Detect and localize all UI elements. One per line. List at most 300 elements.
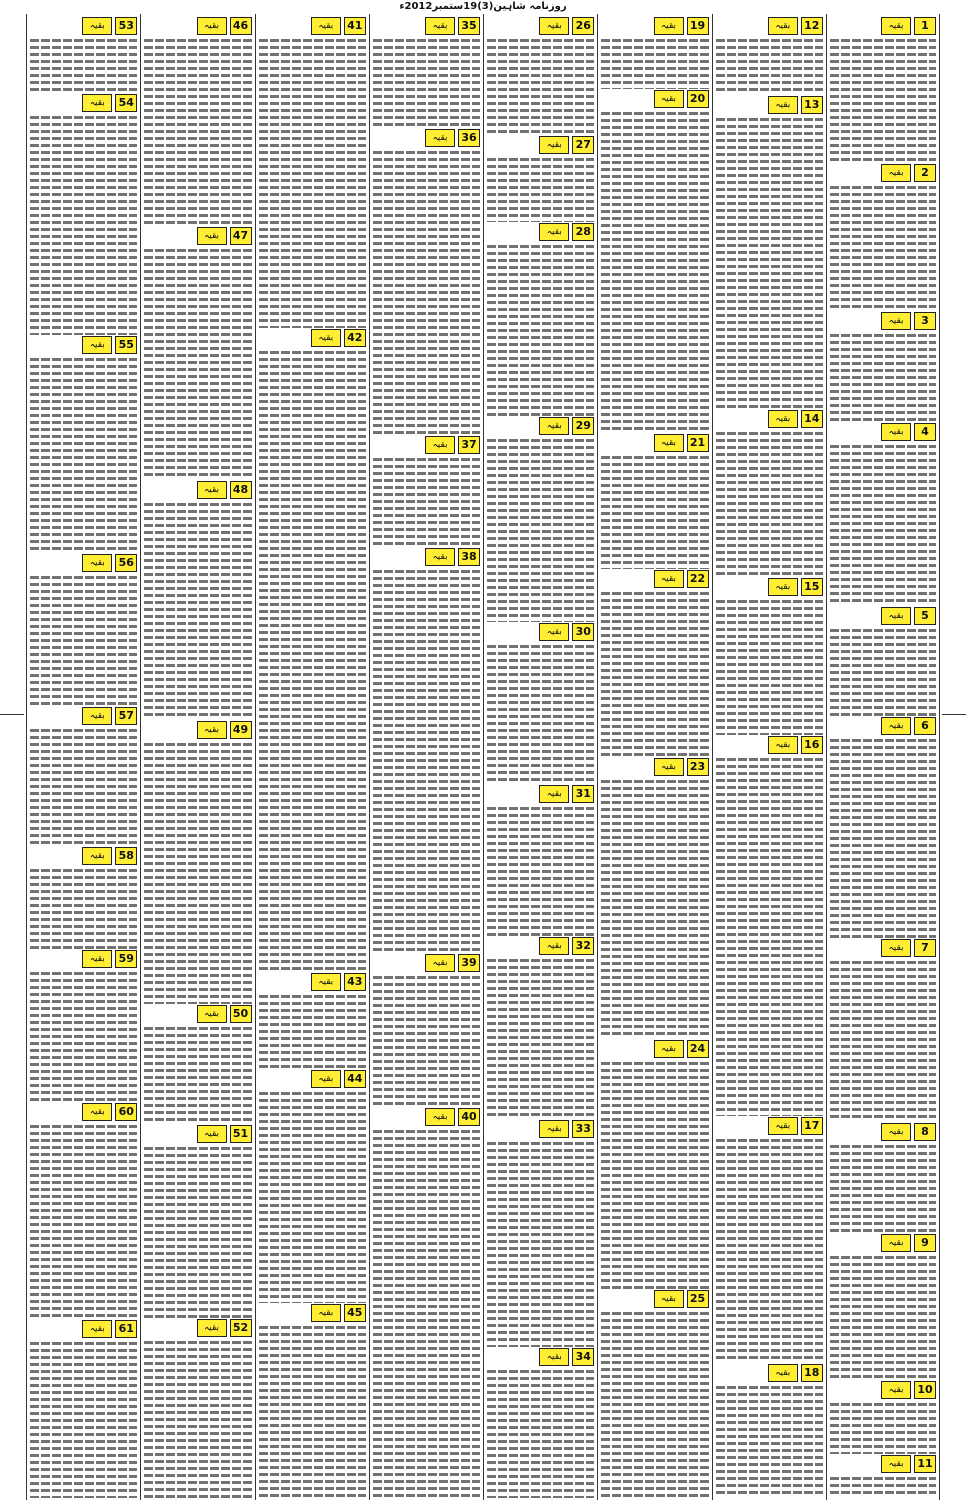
- entry-header: [601, 434, 708, 452]
- entry-header: [487, 136, 594, 154]
- entry-text-block: [144, 501, 251, 720]
- continuation-label: بقیہ: [881, 717, 911, 735]
- continuation-entry: [830, 16, 936, 163]
- continuation-label: بقیہ: [539, 623, 569, 641]
- entry-text-block: [830, 1401, 936, 1454]
- continuation-label: بقیہ: [654, 434, 684, 452]
- continuation-label: بقیہ: [197, 227, 227, 245]
- entry-number-badge: 7: [914, 939, 936, 957]
- entry-header: [716, 410, 823, 428]
- continuation-entry: [144, 1124, 251, 1319]
- entry-header: [259, 973, 366, 991]
- continuation-label: بقیہ: [311, 17, 341, 35]
- continuation-label: بقیہ: [311, 329, 341, 347]
- entry-header: [601, 17, 708, 35]
- entry-number-badge: 1: [914, 17, 936, 35]
- continuation-label: بقیہ: [539, 785, 569, 803]
- continuation-label: بقیہ: [82, 707, 112, 725]
- column-5: [369, 14, 483, 1500]
- entry-header: [373, 129, 480, 147]
- entry-text-block: [144, 1145, 251, 1319]
- entry-header: [30, 1103, 137, 1121]
- entry-header: [487, 785, 594, 803]
- entry-number-badge: 10: [914, 1381, 936, 1399]
- continuation-label: بقیہ: [539, 1120, 569, 1138]
- entry-text-block: [716, 116, 823, 409]
- continuation-label: بقیہ: [197, 1319, 227, 1337]
- entry-text-block: [601, 37, 708, 89]
- entry-number-badge: 25: [687, 1290, 709, 1308]
- entry-number-badge: 26: [572, 17, 594, 35]
- continuation-entry: [830, 422, 936, 606]
- entry-text-block: [30, 574, 137, 706]
- continuation-label: بقیہ: [539, 17, 569, 35]
- entry-text-block: [144, 1025, 251, 1124]
- continuation-entry: [601, 569, 708, 757]
- entry-header: [601, 90, 708, 108]
- entry-header: [601, 1040, 708, 1058]
- continuation-entry: [487, 222, 594, 417]
- entry-number-badge: 18: [801, 1364, 823, 1382]
- entry-header: [144, 721, 251, 739]
- entry-header: [259, 1070, 366, 1088]
- entry-header: [30, 1320, 137, 1338]
- entry-text-block: [830, 332, 936, 422]
- continuation-label: بقیہ: [197, 481, 227, 499]
- entry-text-block: [716, 1137, 823, 1363]
- entry-number-badge: 56: [115, 554, 137, 572]
- continuation-entry: [716, 577, 823, 734]
- continuation-entry: [716, 409, 823, 577]
- entry-header: [487, 1348, 594, 1366]
- entry-number-badge: 4: [914, 423, 936, 441]
- entry-text-block: [487, 156, 594, 222]
- entry-header: [144, 17, 251, 35]
- entry-text-block: [487, 437, 594, 622]
- entry-number-badge: 41: [344, 17, 366, 35]
- column-2: [712, 14, 826, 1500]
- entry-text-block: [144, 37, 251, 226]
- entry-number-badge: 59: [115, 950, 137, 968]
- continuation-entry: [487, 135, 594, 222]
- column-6: [255, 14, 369, 1500]
- entry-text-block: [601, 1310, 708, 1498]
- entry-header: [144, 481, 251, 499]
- entry-header: [716, 1364, 823, 1382]
- entry-header: [144, 227, 251, 245]
- entry-number-badge: 36: [458, 129, 480, 147]
- continuation-label: بقیہ: [539, 1348, 569, 1366]
- continuation-entry: [259, 16, 366, 328]
- entry-number-badge: 16: [801, 736, 823, 754]
- entry-header: [30, 707, 137, 725]
- continuation-entry: [716, 16, 823, 95]
- continuation-label: بقیہ: [539, 136, 569, 154]
- continuation-entry: [601, 16, 708, 89]
- entry-text-block: [830, 184, 936, 310]
- entry-number-badge: 30: [572, 623, 594, 641]
- continuation-label: بقیہ: [654, 758, 684, 776]
- entry-number-badge: 2: [914, 164, 936, 182]
- left-margin-rule: [0, 714, 24, 715]
- entry-text-block: [373, 149, 480, 436]
- continuation-label: بقیہ: [881, 1381, 911, 1399]
- entry-header: [144, 1319, 251, 1337]
- entry-text-block: [373, 456, 480, 547]
- entry-number-badge: 31: [572, 785, 594, 803]
- entry-header: [30, 847, 137, 865]
- entry-header: [830, 1455, 936, 1473]
- continuation-entry: [716, 1363, 823, 1498]
- continuation-entry: [830, 1233, 936, 1380]
- continuation-entry: [601, 433, 708, 569]
- continuation-entry: [30, 16, 137, 93]
- continuation-label: بقیہ: [425, 954, 455, 972]
- entry-number-badge: 40: [458, 1108, 480, 1126]
- continuation-entry: [30, 93, 137, 336]
- continuation-label: بقیہ: [768, 96, 798, 114]
- continuation-label: بقیہ: [82, 1320, 112, 1338]
- entry-number-badge: 9: [914, 1234, 936, 1252]
- entry-text-block: [716, 1384, 823, 1498]
- continuation-label: بقیہ: [768, 1364, 798, 1382]
- entry-number-badge: 28: [572, 223, 594, 241]
- entry-header: [716, 17, 823, 35]
- entry-text-block: [487, 805, 594, 935]
- continuation-entry: [601, 89, 708, 433]
- continuation-entry: [30, 335, 137, 552]
- entry-header: [716, 96, 823, 114]
- continuation-label: بقیہ: [82, 17, 112, 35]
- continuation-entry: [716, 1116, 823, 1363]
- entry-text-block: [716, 430, 823, 577]
- continuation-entry: [373, 128, 480, 436]
- entry-number-badge: 19: [687, 17, 709, 35]
- entry-header: [144, 1125, 251, 1143]
- continuation-entry: [144, 1004, 251, 1124]
- continuation-entry: [830, 1454, 936, 1498]
- entry-header: [830, 312, 936, 330]
- entry-header: [487, 417, 594, 435]
- entry-number-badge: 49: [230, 721, 252, 739]
- entry-number-badge: 50: [230, 1005, 252, 1023]
- entry-number-badge: 39: [458, 954, 480, 972]
- continuation-label: بقیہ: [881, 164, 911, 182]
- entry-text-block: [830, 1475, 936, 1498]
- entry-number-badge: 44: [344, 1070, 366, 1088]
- entry-header: [830, 1123, 936, 1141]
- continuation-entry: [30, 1319, 137, 1498]
- continuation-label: بقیہ: [768, 1117, 798, 1135]
- continuation-label: بقیہ: [425, 17, 455, 35]
- entry-text-block: [830, 1143, 936, 1233]
- continuation-label: بقیہ: [311, 1070, 341, 1088]
- continuation-entry: [373, 435, 480, 547]
- entry-header: [30, 94, 137, 112]
- continuation-entry: [601, 1289, 708, 1498]
- continuation-label: بقیہ: [197, 721, 227, 739]
- entry-number-badge: 32: [572, 937, 594, 955]
- entry-number-badge: 38: [458, 548, 480, 566]
- entry-text-block: [30, 867, 137, 948]
- entry-number-badge: 11: [914, 1455, 936, 1473]
- continuation-label: بقیہ: [82, 554, 112, 572]
- continuation-label: بقیہ: [539, 223, 569, 241]
- continuation-entry: [487, 416, 594, 622]
- entry-header: [487, 937, 594, 955]
- continuation-label: بقیہ: [82, 950, 112, 968]
- entry-header: [30, 336, 137, 354]
- entry-number-badge: 35: [458, 17, 480, 35]
- entry-number-badge: 15: [801, 578, 823, 596]
- entry-header: [373, 1108, 480, 1126]
- entry-number-badge: 5: [914, 607, 936, 625]
- continuation-entry: [144, 16, 251, 226]
- entry-number-badge: 42: [344, 329, 366, 347]
- entry-number-badge: 52: [230, 1319, 252, 1337]
- continuation-entry: [144, 226, 251, 480]
- entry-text-block: [30, 727, 137, 847]
- continuation-entry: [830, 1380, 936, 1454]
- entry-header: [716, 736, 823, 754]
- entry-header: [373, 954, 480, 972]
- entry-header: [259, 17, 366, 35]
- entry-header: [30, 554, 137, 572]
- continuation-entry: [487, 622, 594, 784]
- continuation-entry: [601, 1039, 708, 1289]
- entry-header: [830, 717, 936, 735]
- entry-text-block: [30, 37, 137, 93]
- continuation-label: بقیہ: [654, 1040, 684, 1058]
- entry-text-block: [830, 627, 936, 717]
- entry-number-badge: 45: [344, 1304, 366, 1322]
- continuation-entry: [830, 1122, 936, 1233]
- continuation-label: بقیہ: [425, 1108, 455, 1126]
- entry-text-block: [144, 1339, 251, 1498]
- continuation-label: بقیہ: [197, 1005, 227, 1023]
- entry-number-badge: 3: [914, 312, 936, 330]
- continuation-label: بقیہ: [539, 937, 569, 955]
- continuation-entry: [716, 95, 823, 409]
- entry-header: [259, 1304, 366, 1322]
- entry-text-block: [30, 114, 137, 336]
- continuation-entry: [716, 735, 823, 1117]
- entry-number-badge: 34: [572, 1348, 594, 1366]
- entry-number-badge: 55: [115, 336, 137, 354]
- continuation-entry: [830, 311, 936, 422]
- continuation-label: بقیہ: [881, 1123, 911, 1141]
- continuation-label: بقیہ: [654, 1290, 684, 1308]
- entry-number-badge: 8: [914, 1123, 936, 1141]
- continuation-label: بقیہ: [768, 410, 798, 428]
- newspaper-page: [26, 14, 940, 1500]
- continuation-label: بقیہ: [425, 436, 455, 454]
- entry-text-block: [601, 454, 708, 569]
- entry-number-badge: 53: [115, 17, 137, 35]
- entry-header: [601, 1290, 708, 1308]
- entry-text-block: [487, 37, 594, 135]
- entry-text-block: [830, 959, 936, 1122]
- continuation-entry: [830, 716, 936, 937]
- continuation-label: بقیہ: [881, 1234, 911, 1252]
- continuation-label: بقیہ: [82, 847, 112, 865]
- entry-header: [373, 17, 480, 35]
- entry-text-block: [373, 37, 480, 128]
- entry-number-badge: 24: [687, 1040, 709, 1058]
- entry-number-badge: 47: [230, 227, 252, 245]
- entry-text-block: [830, 1254, 936, 1380]
- entry-number-badge: 60: [115, 1103, 137, 1121]
- continuation-entry: [144, 720, 251, 1004]
- entry-text-block: [144, 247, 251, 480]
- entry-number-badge: 54: [115, 94, 137, 112]
- entry-text-block: [487, 1140, 594, 1346]
- column-1: [826, 14, 940, 1500]
- entry-number-badge: 57: [115, 707, 137, 725]
- continuation-entry: [259, 328, 366, 972]
- entry-text-block: [716, 598, 823, 734]
- continuation-label: بقیہ: [654, 570, 684, 588]
- entry-text-block: [716, 756, 823, 1117]
- entry-header: [830, 1381, 936, 1399]
- entry-number-badge: 22: [687, 570, 709, 588]
- entry-number-badge: 33: [572, 1120, 594, 1138]
- entry-number-badge: 17: [801, 1117, 823, 1135]
- entry-header: [30, 950, 137, 968]
- continuation-entry: [373, 953, 480, 1107]
- entry-text-block: [601, 778, 708, 1039]
- continuation-entry: [30, 846, 137, 948]
- entry-text-block: [373, 974, 480, 1107]
- entry-number-badge: 21: [687, 434, 709, 452]
- entry-text-block: [601, 110, 708, 433]
- entry-text-block: [487, 1368, 594, 1498]
- column-4: [483, 14, 597, 1500]
- continuation-label: بقیہ: [425, 548, 455, 566]
- right-margin-rule: [942, 714, 966, 715]
- entry-text-block: [259, 993, 366, 1070]
- entry-number-badge: 14: [801, 410, 823, 428]
- entry-header: [487, 1120, 594, 1138]
- entry-header: [30, 17, 137, 35]
- entry-text-block: [30, 1123, 137, 1319]
- entry-number-badge: 27: [572, 136, 594, 154]
- continuation-label: بقیہ: [197, 1125, 227, 1143]
- entry-header: [830, 17, 936, 35]
- continuation-label: بقیہ: [82, 336, 112, 354]
- entry-header: [716, 578, 823, 596]
- entry-text-block: [30, 1340, 137, 1498]
- entry-number-badge: 58: [115, 847, 137, 865]
- continuation-label: بقیہ: [881, 423, 911, 441]
- entry-number-badge: 48: [230, 481, 252, 499]
- entry-text-block: [259, 1090, 366, 1303]
- entry-header: [487, 223, 594, 241]
- continuation-entry: [144, 1318, 251, 1498]
- column-3: [597, 14, 711, 1500]
- continuation-entry: [373, 16, 480, 128]
- entry-text-block: [259, 1324, 366, 1498]
- entry-number-badge: 46: [230, 17, 252, 35]
- continuation-entry: [830, 938, 936, 1122]
- entry-header: [373, 548, 480, 566]
- continuation-label: بقیہ: [311, 973, 341, 991]
- entry-number-badge: 12: [801, 17, 823, 35]
- entry-text-block: [487, 643, 594, 784]
- continuation-label: بقیہ: [197, 17, 227, 35]
- continuation-label: بقیہ: [425, 129, 455, 147]
- entry-header: [373, 436, 480, 454]
- continuation-label: بقیہ: [654, 90, 684, 108]
- entry-number-badge: 23: [687, 758, 709, 776]
- continuation-entry: [259, 1069, 366, 1303]
- entry-header: [830, 607, 936, 625]
- continuation-label: بقیہ: [881, 312, 911, 330]
- entry-number-badge: 13: [801, 96, 823, 114]
- continuation-entry: [30, 949, 137, 1102]
- continuation-label: بقیہ: [881, 939, 911, 957]
- continuation-label: بقیہ: [82, 1103, 112, 1121]
- entry-text-block: [373, 568, 480, 952]
- continuation-entry: [487, 1347, 594, 1498]
- entry-header: [259, 329, 366, 347]
- continuation-entry: [373, 1107, 480, 1498]
- column-7: [140, 14, 254, 1500]
- entry-header: [144, 1005, 251, 1023]
- continuation-entry: [30, 553, 137, 706]
- entry-number-badge: 20: [687, 90, 709, 108]
- continuation-entry: [487, 16, 594, 135]
- continuation-entry: [601, 757, 708, 1039]
- entry-text-block: [601, 590, 708, 757]
- entry-text-block: [144, 741, 251, 1004]
- column-8: [26, 14, 140, 1500]
- continuation-label: بقیہ: [654, 17, 684, 35]
- entry-text-block: [259, 37, 366, 328]
- entry-number-badge: 51: [230, 1125, 252, 1143]
- continuation-entry: [487, 936, 594, 1120]
- continuation-entry: [259, 972, 366, 1070]
- continuation-label: بقیہ: [82, 94, 112, 112]
- continuation-entry: [144, 480, 251, 720]
- continuation-label: بقیہ: [539, 417, 569, 435]
- entry-header: [487, 17, 594, 35]
- entry-number-badge: 61: [115, 1320, 137, 1338]
- entry-text-block: [373, 1128, 480, 1498]
- entry-header: [716, 1117, 823, 1135]
- continuation-entry: [373, 547, 480, 952]
- entry-text-block: [487, 243, 594, 417]
- entry-text-block: [30, 970, 137, 1102]
- entry-text-block: [830, 37, 936, 163]
- entry-number-badge: 43: [344, 973, 366, 991]
- entry-text-block: [830, 443, 936, 606]
- continuation-entry: [30, 706, 137, 847]
- entry-number-badge: 6: [914, 717, 936, 735]
- entry-text-block: [601, 1060, 708, 1289]
- entry-header: [830, 164, 936, 182]
- entry-text-block: [487, 957, 594, 1120]
- entry-header: [830, 939, 936, 957]
- entry-number-badge: 37: [458, 436, 480, 454]
- entry-header: [601, 570, 708, 588]
- entry-header: [830, 1234, 936, 1252]
- continuation-entry: [830, 163, 936, 310]
- continuation-label: بقیہ: [768, 736, 798, 754]
- continuation-entry: [830, 606, 936, 717]
- continuation-label: بقیہ: [311, 1304, 341, 1322]
- masthead-title: روزنامہ شاہین(3)19ستمبر2012ء: [399, 1, 567, 12]
